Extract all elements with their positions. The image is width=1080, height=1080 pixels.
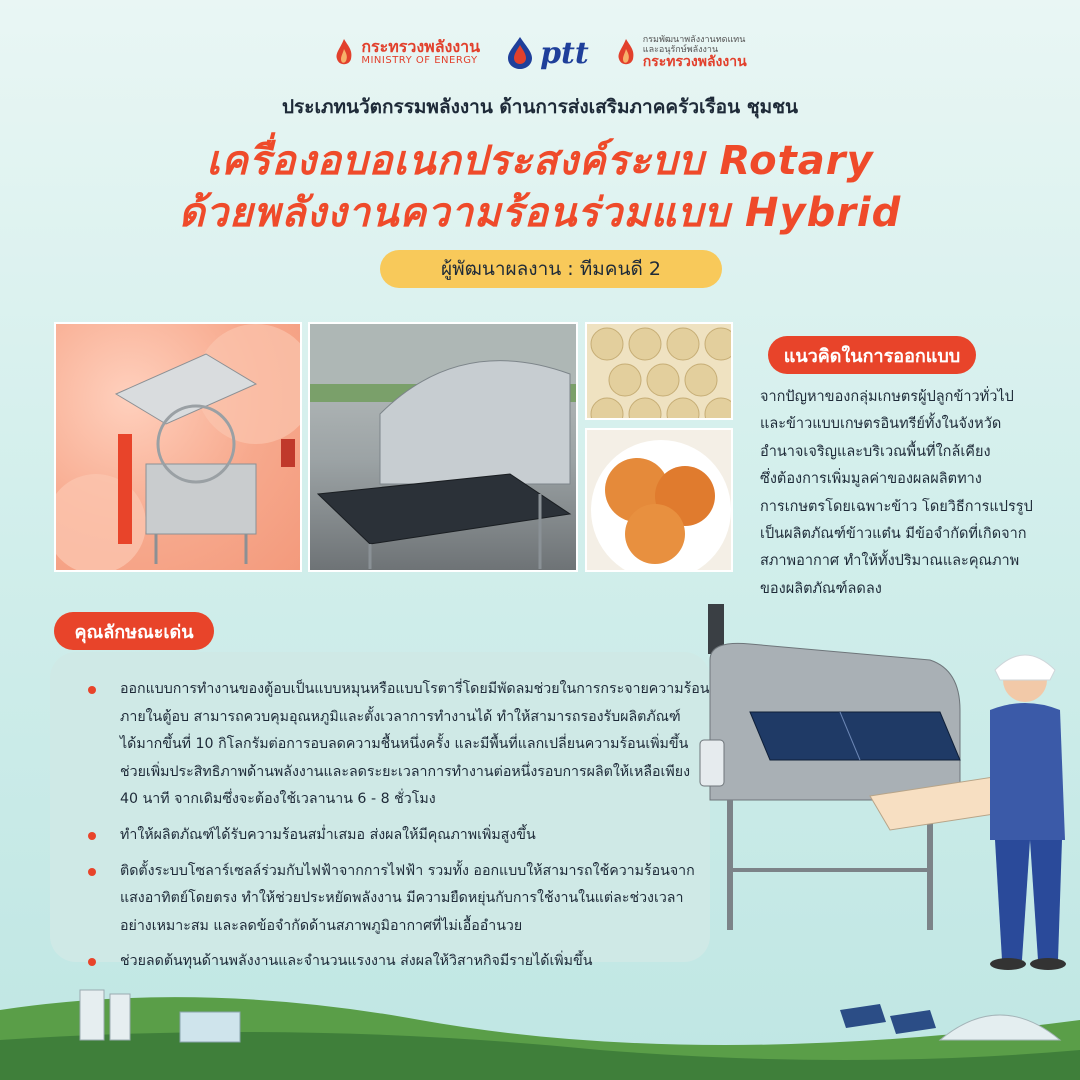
design-concept-text <box>760 384 1033 603</box>
page-title-line-2: ด้วยพลังงานความร้อนร่วมแบบ Hybrid <box>178 190 902 236</box>
feature-line: ได้มากขึ้นที่ 10 กิโลกรัมต่อการอบลดความชื้นหนึ่งครั้ง และมีพื้นที่แลกเปลี่ยนความร้อนเพิ่มขึ้น <box>120 736 689 753</box>
bullet-dot-icon <box>88 958 96 966</box>
dede-line-1: กรมพัฒนาพลังงานทดแทน <box>642 35 746 46</box>
concept-line: และข้าวแบบเกษตรอินทรีย์ทั้งในจังหวัด <box>760 416 1002 433</box>
bullet-dot-icon <box>88 868 96 876</box>
ptt-drop-icon <box>506 36 534 70</box>
rice-crackers-raw-photo <box>585 322 733 420</box>
rice-crackers-finished-photo <box>585 428 733 572</box>
page-title-line-1: เครื่องอบอเนกประสงค์ระบบ Rotary <box>206 138 874 184</box>
bullet-dot-icon <box>88 832 96 840</box>
design-concept-heading: แนวคิดในการออกแบบ <box>768 336 976 374</box>
ptt-logo <box>506 36 589 71</box>
header-logos <box>0 28 1080 78</box>
flame-icon <box>615 37 637 69</box>
dryer-with-chef-illustration <box>690 600 1080 980</box>
feature-line: แสงอาทิตย์โดยตรง ทำให้ช่วยประหยัดพลังงาน มีความยืดหยุ่นกับการใช้งานในแต่ละช่วงเวลา <box>120 890 684 907</box>
control-box-icon <box>700 740 724 786</box>
dede-line-3: กระทรวงพลังงาน <box>642 54 747 71</box>
feature-line: 40 นาที จากเดิมซึ่งจะต้องใช้เวลานาน 6 - 8 ชั่วโมง <box>120 791 436 808</box>
solar-panel-icon <box>890 1010 936 1034</box>
flame-icon <box>333 37 355 69</box>
feature-line: ออกแบบการทำงานของตู้อบเป็นแบบหมุนหรือแบบโรตารี่โดยมีพัดลมช่วยในการกระจายความร้อน <box>120 681 710 697</box>
concept-line: ของผลิตภัณฑ์ลดลง <box>760 580 882 597</box>
feature-line: ช่วยเพิ่มประสิทธิภาพด้านพลังงานและลดระยะเวลาการทำงานต่อหนึ่งรอบการผลิตให้เหลือเพียง <box>120 763 690 780</box>
concept-line: ซึ่งต้องการเพิ่มมูลค่าของผลผลิตทาง <box>760 471 982 488</box>
feature-item <box>88 676 710 814</box>
silo-icon <box>110 994 130 1040</box>
moe-thai-name: กระทรวงพลังงาน <box>361 37 481 57</box>
concept-line: การเกษตรโดยเฉพาะข้าว โดยวิธีการแปรรูป <box>760 498 1033 515</box>
chef-hat-icon <box>995 655 1055 680</box>
feature-line: อย่างเหมาะสม และลดข้อจำกัดด้านสภาพภูมิอากาศที่ไม่เอื้ออำนวย <box>120 917 523 934</box>
feature-item <box>88 822 698 850</box>
solar-dryer-photo <box>308 322 578 572</box>
developer-badge: ผู้พัฒนาผลงาน : ทีมคนดี 2 <box>380 250 722 288</box>
feature-item <box>88 948 698 976</box>
features-heading: คุณลักษณะเด่น <box>54 612 214 650</box>
greenhouse-icon <box>180 1012 240 1042</box>
solar-panel-icon <box>840 1004 886 1028</box>
feature-line: ติดตั้งระบบโซลาร์เซลล์ร่วมกับไฟฟ้าจากการไฟฟ้า รวมทั้ง ออกแบบให้สามารถใช้ความร้อนจาก <box>120 862 695 879</box>
concept-line: จากปัญหาของกลุ่มเกษตรผู้ปลูกข้าวทั่วไป <box>760 389 1014 405</box>
features-list <box>88 676 710 984</box>
silo-icon <box>80 990 104 1040</box>
dede-line-2: และอนุรักษ์พลังงาน <box>642 44 719 55</box>
landscape-ground <box>0 980 1080 1080</box>
feature-item <box>88 858 698 941</box>
bullet-dot-icon <box>88 686 96 694</box>
concept-line: อำนาจเจริญและบริเวณพื้นที่ใกล้เคียง <box>760 443 991 460</box>
concept-line: สภาพอากาศ ทำให้ทั้งปริมาณและคุณภาพ <box>760 553 1020 570</box>
ministry-of-energy-logo <box>333 37 480 69</box>
feature-line: ทำให้ผลิตภัณฑ์ได้รับความร้อนสม่ำเสมอ ส่งผลให้มีคุณภาพเพิ่มสูงขึ้น <box>120 826 536 843</box>
dede-logo <box>615 36 747 70</box>
category-heading: ประเภทนวัตกรรมพลังงาน ด้านการส่งเสริมภาคครัวเรือน ชุมชน <box>281 96 798 118</box>
ptt-wordmark: ptt <box>540 35 589 71</box>
feature-line: ช่วยลดต้นทุนด้านพลังงานและจำนวนแรงงาน ส่งผลให้วิสาหกิจมีรายได้เพิ่มขึ้น <box>120 953 593 970</box>
concept-line: เป็นผลิตภัณฑ์ข้าวแต๋น มีข้อจำกัดที่เกิดจาก <box>760 526 1027 543</box>
rotary-dryer-photo <box>54 322 302 572</box>
greenhouse-icon <box>940 1015 1060 1040</box>
moe-english-name: MINISTRY OF ENERGY <box>361 55 478 67</box>
feature-line: ภายในตู้อบ สามารถควบคุมอุณหภูมิและตั้งเวลาการทำงานได้ ทำให้สามารถรองรับผลิตภัณฑ์ <box>120 708 681 725</box>
